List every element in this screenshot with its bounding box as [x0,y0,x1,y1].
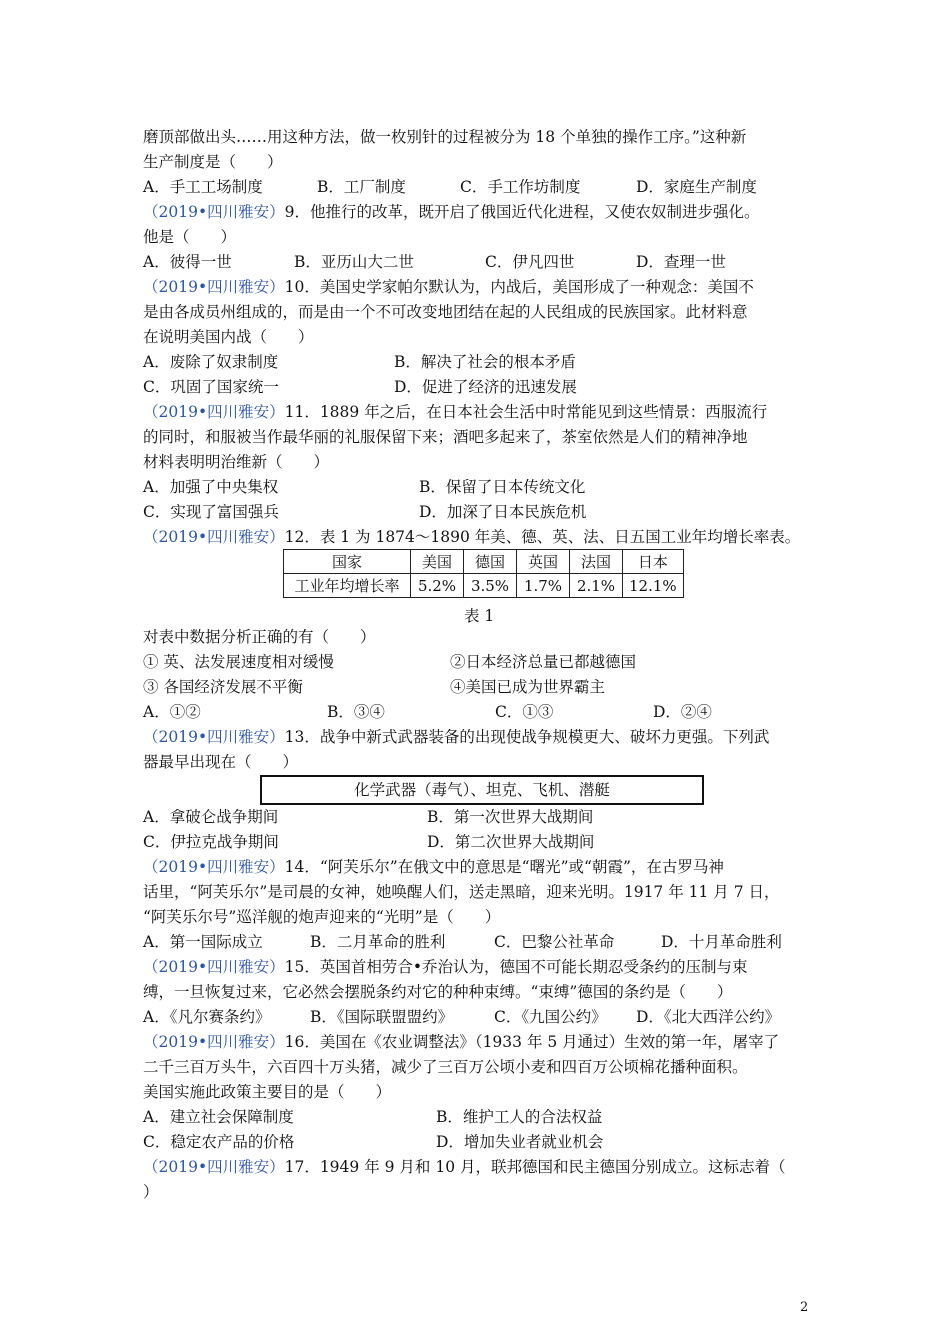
q10-option-d: D．促进了经济的迅速发展 [394,378,577,396]
q15-option-d: D．《北大西洋公约》 [636,1008,781,1026]
q9-source: （2019•四川雅安） [143,203,285,221]
q16-option-d: D．增加失业者就业机会 [436,1133,604,1151]
q17-stem: （2019•四川雅安）17．1949 年 9 月和 10 月，联邦德国和民主德国分别成立。这标志着（ [143,1158,786,1176]
q14-option-b: B．二月革命的胜利 [310,933,446,951]
q16-option-a: A．建立社会保障制度 [143,1108,294,1126]
q11-option-b: B．保留了日本传统文化 [419,478,586,496]
q11-option-c: C．实现了富国强兵 [143,503,279,521]
q12-statement-4: ④美国已成为世界霸主 [450,678,606,696]
q16-source: （2019•四川雅安） [143,1033,285,1051]
table-cell: 英国 [517,550,570,574]
table-cell: 1.7% [517,574,570,598]
q15-option-c: C．《九国公约》 [494,1008,607,1026]
table-cell: 3.5% [464,574,517,598]
q14-line2: 话里，“阿芙乐尔”是司晨的女神，她唤醒人们，送走黑暗，迎来光明。1917 年 11 月 7 日， [143,883,780,901]
q9-option-a: A．彼得一世 [143,253,232,271]
q13-option-a: A．拿破仑战争期间 [143,808,279,826]
table-caption: 表 1 [464,607,495,625]
q15-stem: （2019•四川雅安）15．英国首相劳合•乔治认为，德国不可能长期忍受条约的压制与束 [143,958,748,976]
table-cell: 德国 [464,550,517,574]
q13-option-d: D．第二次世界大战期间 [427,833,595,851]
table-cell: 5.2% [411,574,464,598]
growth-rate-table [283,549,684,598]
q9-option-c: C．伊凡四世 [485,253,575,271]
q11-option-a: A．加强了中央集权 [143,478,279,496]
q12-statement-1: ① 英、法发展速度相对缓慢 [143,653,334,671]
q16-line2: 二千三百万头牛，六百四十万头猪，减少了三百万公顷小麦和四百万公顷棉花播种面积。 [143,1058,748,1076]
q10-stem: （2019•四川雅安）10．美国史学家帕尔默认为，内战后，美国形成了一种观念：美国不 [143,278,754,296]
q9-option-b: B．亚历山大二世 [294,253,414,271]
q12-option-c: C．①③ [495,703,554,721]
q15-source: （2019•四川雅安） [143,958,285,976]
table-header-row [284,550,684,574]
table-cell: 工业年均增长率 [284,574,411,598]
q12-stem: （2019•四川雅安）12．表 1 为 1874～1890 年美、德、英、法、日五国工业年均增长率表。 [143,528,801,546]
q10-option-a: A．废除了奴隶制度 [143,353,279,371]
q11-source: （2019•四川雅安） [143,403,285,421]
q16-line3: 美国实施此政策主要目的是（ ） [143,1083,392,1101]
q10-line2: 是由各成员州组成的，而是由一个不可改变地团结在起的人民组成的民族国家。此材料意 [143,303,748,321]
q15-option-b: B．《国际联盟盟约》 [310,1008,454,1026]
q10-option-c: C．巩固了国家统一 [143,378,279,396]
table-row [284,574,684,598]
q13-stem: （2019•四川雅安）13．战争中新式武器装备的出现使战争规模更大、破坏力更强。下列武 [143,728,770,746]
q16-stem: （2019•四川雅安）16．美国在《农业调整法》（1933 年 5 月通过）生效的第一年，屠宰了 [143,1033,780,1051]
q13-option-c: C．伊拉克战争期间 [143,833,279,851]
q14-stem: （2019•四川雅安）14．“阿芙乐尔”在俄文中的意思是“曙光”或“朝霞”，在古罗马神 [143,858,724,876]
table-cell: 国家 [284,550,411,574]
q12-option-a: A．①② [143,703,201,721]
q8-line2: 生产制度是（ ） [143,153,283,171]
q12-statement-3: ③ 各国经济发展不平衡 [143,678,303,696]
q17-line2: ） [143,1183,159,1201]
weapons-box: 化学武器（毒气）、坦克、飞机、潜艇 [260,775,704,805]
q10-option-b: B．解决了社会的根本矛盾 [394,353,576,371]
q11-stem: （2019•四川雅安）11．1889 年之后，在日本社会生活中时常能见到这些情景：西服流行 [143,403,768,421]
q14-option-d: D．十月革命胜利 [661,933,782,951]
q11-line2: 的同时，和服被当作最华丽的礼服保留下来；酒吧多起来了，茶室依然是人们的精神净地 [143,428,748,446]
q9-stem: （2019•四川雅安）9．他推行的改革，既开启了俄国近代化进程，又使农奴制进步强化。 [143,203,760,221]
q16-option-c: C．稳定农产品的价格 [143,1133,295,1151]
table-cell: 2.1% [570,574,623,598]
q9-line2: 他是（ ） [143,228,237,246]
q16-option-b: B．维护工人的合法权益 [436,1108,603,1126]
q9-option-d: D．查理一世 [636,253,726,271]
q14-source: （2019•四川雅安） [143,858,285,876]
q12-statement-2: ②日本经济总量已都越德国 [450,653,637,671]
q12-source: （2019•四川雅安） [143,528,285,546]
q11-line3: 材料表明明治维新（ ） [143,453,330,471]
q8-option-d: D．家庭生产制度 [636,178,757,196]
q8-option-b: B．工厂制度 [317,178,406,196]
q13-line2: 器最早出现在（ ） [143,753,299,771]
q13-source: （2019•四川雅安） [143,728,285,746]
q8-option-c: C．手工作坊制度 [460,178,581,196]
q12-option-b: B．③④ [327,703,385,721]
q14-option-a: A．第一国际成立 [143,933,263,951]
table-cell: 法国 [570,550,623,574]
q8-line1: 磨顶部做出头……用这种方法，做一枚别针的过程被分为 18 个单独的操作工序。”这种新 [143,128,747,146]
table-cell: 12.1% [623,574,684,598]
q10-source: （2019•四川雅安） [143,278,285,296]
q15-option-a: A．《凡尔赛条约》 [143,1008,271,1026]
q15-line2: 缚，一旦恢复过来，它必然会摆脱条约对它的种种束缚。“束缚”德国的条约是（ ） [143,983,733,1001]
q8-option-a: A．手工工场制度 [143,178,263,196]
q17-source: （2019•四川雅安） [143,1158,285,1176]
q11-option-d: D．加深了日本民族危机 [419,503,587,521]
page-number: 2 [800,1300,809,1315]
q10-line3: 在说明美国内战（ ） [143,328,314,346]
q12-option-d: D．②④ [653,703,712,721]
q14-line3: “阿芙乐尔号”巡洋舰的炮声迎来的“光明”是（ ） [143,908,501,926]
table-cell: 日本 [623,550,684,574]
q12-question: 对表中数据分析正确的有（ ） [143,628,376,646]
table-cell: 美国 [411,550,464,574]
q13-option-b: B．第一次世界大战期间 [427,808,594,826]
q14-option-c: C．巴黎公社革命 [494,933,615,951]
